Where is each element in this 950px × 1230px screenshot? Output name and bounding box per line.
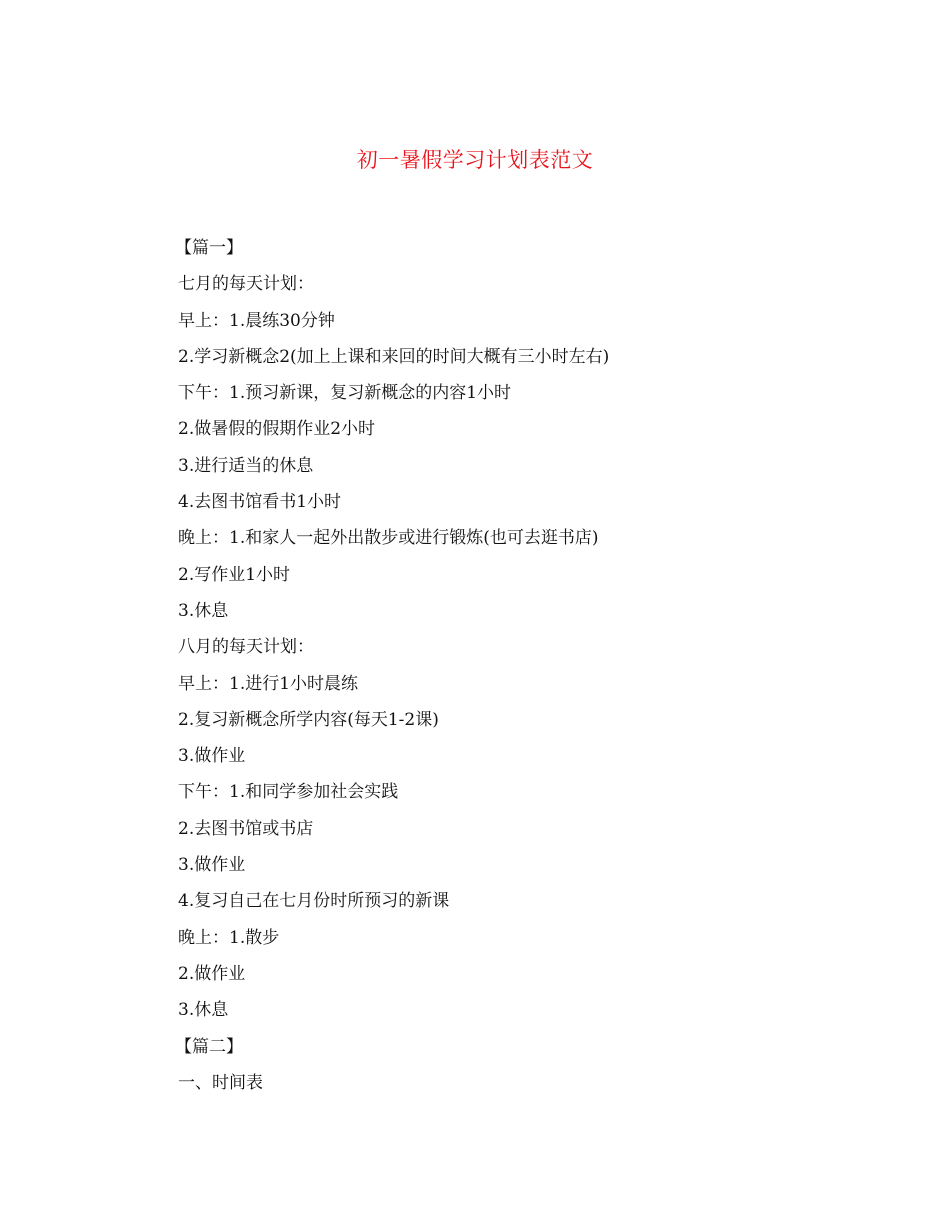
- text-line: 4.复习自己在七月份时所预习的新课: [178, 891, 450, 912]
- document-title: 初一暑假学习计划表范文: [356, 148, 594, 172]
- text-line: 3.进行适当的休息: [178, 455, 314, 476]
- text-line: 2.做暑假的假期作业2小时: [178, 419, 376, 440]
- document-body: [175, 230, 878, 1101]
- text-line: 晚上：1.和家人一起外出散步或进行锻炼(也可去逛书店): [178, 528, 599, 549]
- text-line: 2.写作业1小时: [178, 564, 291, 585]
- text-line: 八月的每天计划：: [178, 637, 314, 658]
- text-line: 2.复习新概念所学内容(每天1-2课): [178, 709, 439, 730]
- text-line: 3.做作业: [178, 746, 246, 767]
- text-line: 2.学习新概念2(加上上课和来回的时间大概有三小时左右): [178, 346, 610, 367]
- text-line: 一、时间表: [178, 1072, 263, 1093]
- text-line: 晚上：1.散步: [178, 927, 280, 948]
- text-line: 2.去图书馆或书店: [178, 818, 314, 839]
- text-line: 下午：1.和同学参加社会实践: [178, 782, 399, 803]
- text-line: 4.去图书馆看书1小时: [178, 492, 342, 513]
- text-line: 3.休息: [178, 1000, 229, 1021]
- text-line: 早上：1.晨练30分钟: [178, 310, 335, 331]
- section-heading: 【篇一】: [175, 238, 243, 258]
- text-line: 早上：1.进行1小时晨练: [178, 673, 359, 694]
- text-line: 七月的每天计划：: [178, 274, 314, 295]
- text-line: 3.做作业: [178, 855, 246, 876]
- text-line: 下午：1.预习新课，复习新概念的内容1小时: [178, 383, 512, 404]
- text-line: 2.做作业: [178, 963, 246, 984]
- text-line: 3.休息: [178, 600, 229, 621]
- section-heading: 【篇二】: [175, 1036, 243, 1057]
